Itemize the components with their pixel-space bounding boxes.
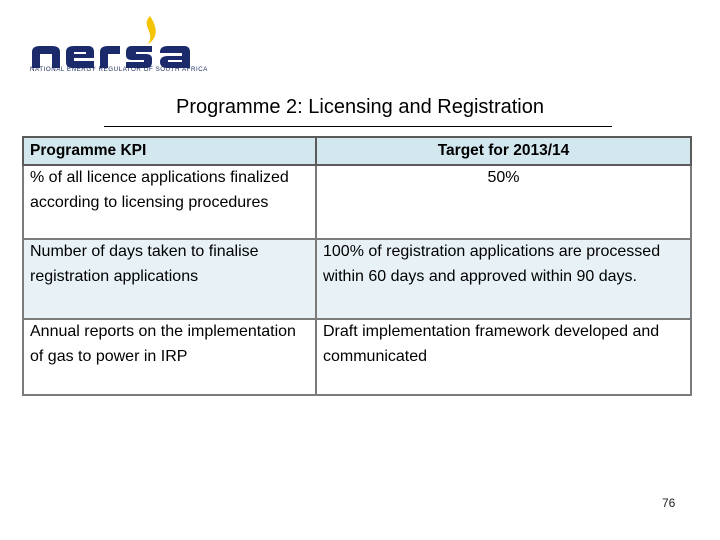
target-cell: 100% of registration applications are processed within 60 days and approved within 90 days.	[316, 239, 691, 319]
logo-tagline: NATIONAL ENERGY REGULATOR OF SOUTH AFRICA	[30, 66, 208, 73]
kpi-cell: Annual reports on the implementation of gas to power in IRP	[23, 319, 316, 395]
page-number: 76	[662, 496, 676, 510]
target-cell: 50%	[316, 165, 691, 239]
title-underline	[104, 126, 612, 127]
kpi-cell: Number of days taken to finalise registration applications	[23, 239, 316, 319]
table-row	[23, 319, 691, 395]
header-target: Target for 2013/14	[316, 137, 691, 165]
target-cell: Draft implementation framework developed and communicated	[316, 319, 691, 395]
slide-title: Programme 2: Licensing and Registration	[176, 96, 544, 118]
table-row	[23, 239, 691, 319]
kpi-table	[22, 136, 692, 396]
header-programme-kpi: Programme KPI	[23, 137, 316, 165]
table-row	[23, 165, 691, 239]
kpi-cell: % of all licence applications finalized according to licensing procedures	[23, 165, 316, 239]
flame-icon	[147, 16, 156, 44]
table-header-row	[23, 137, 691, 165]
